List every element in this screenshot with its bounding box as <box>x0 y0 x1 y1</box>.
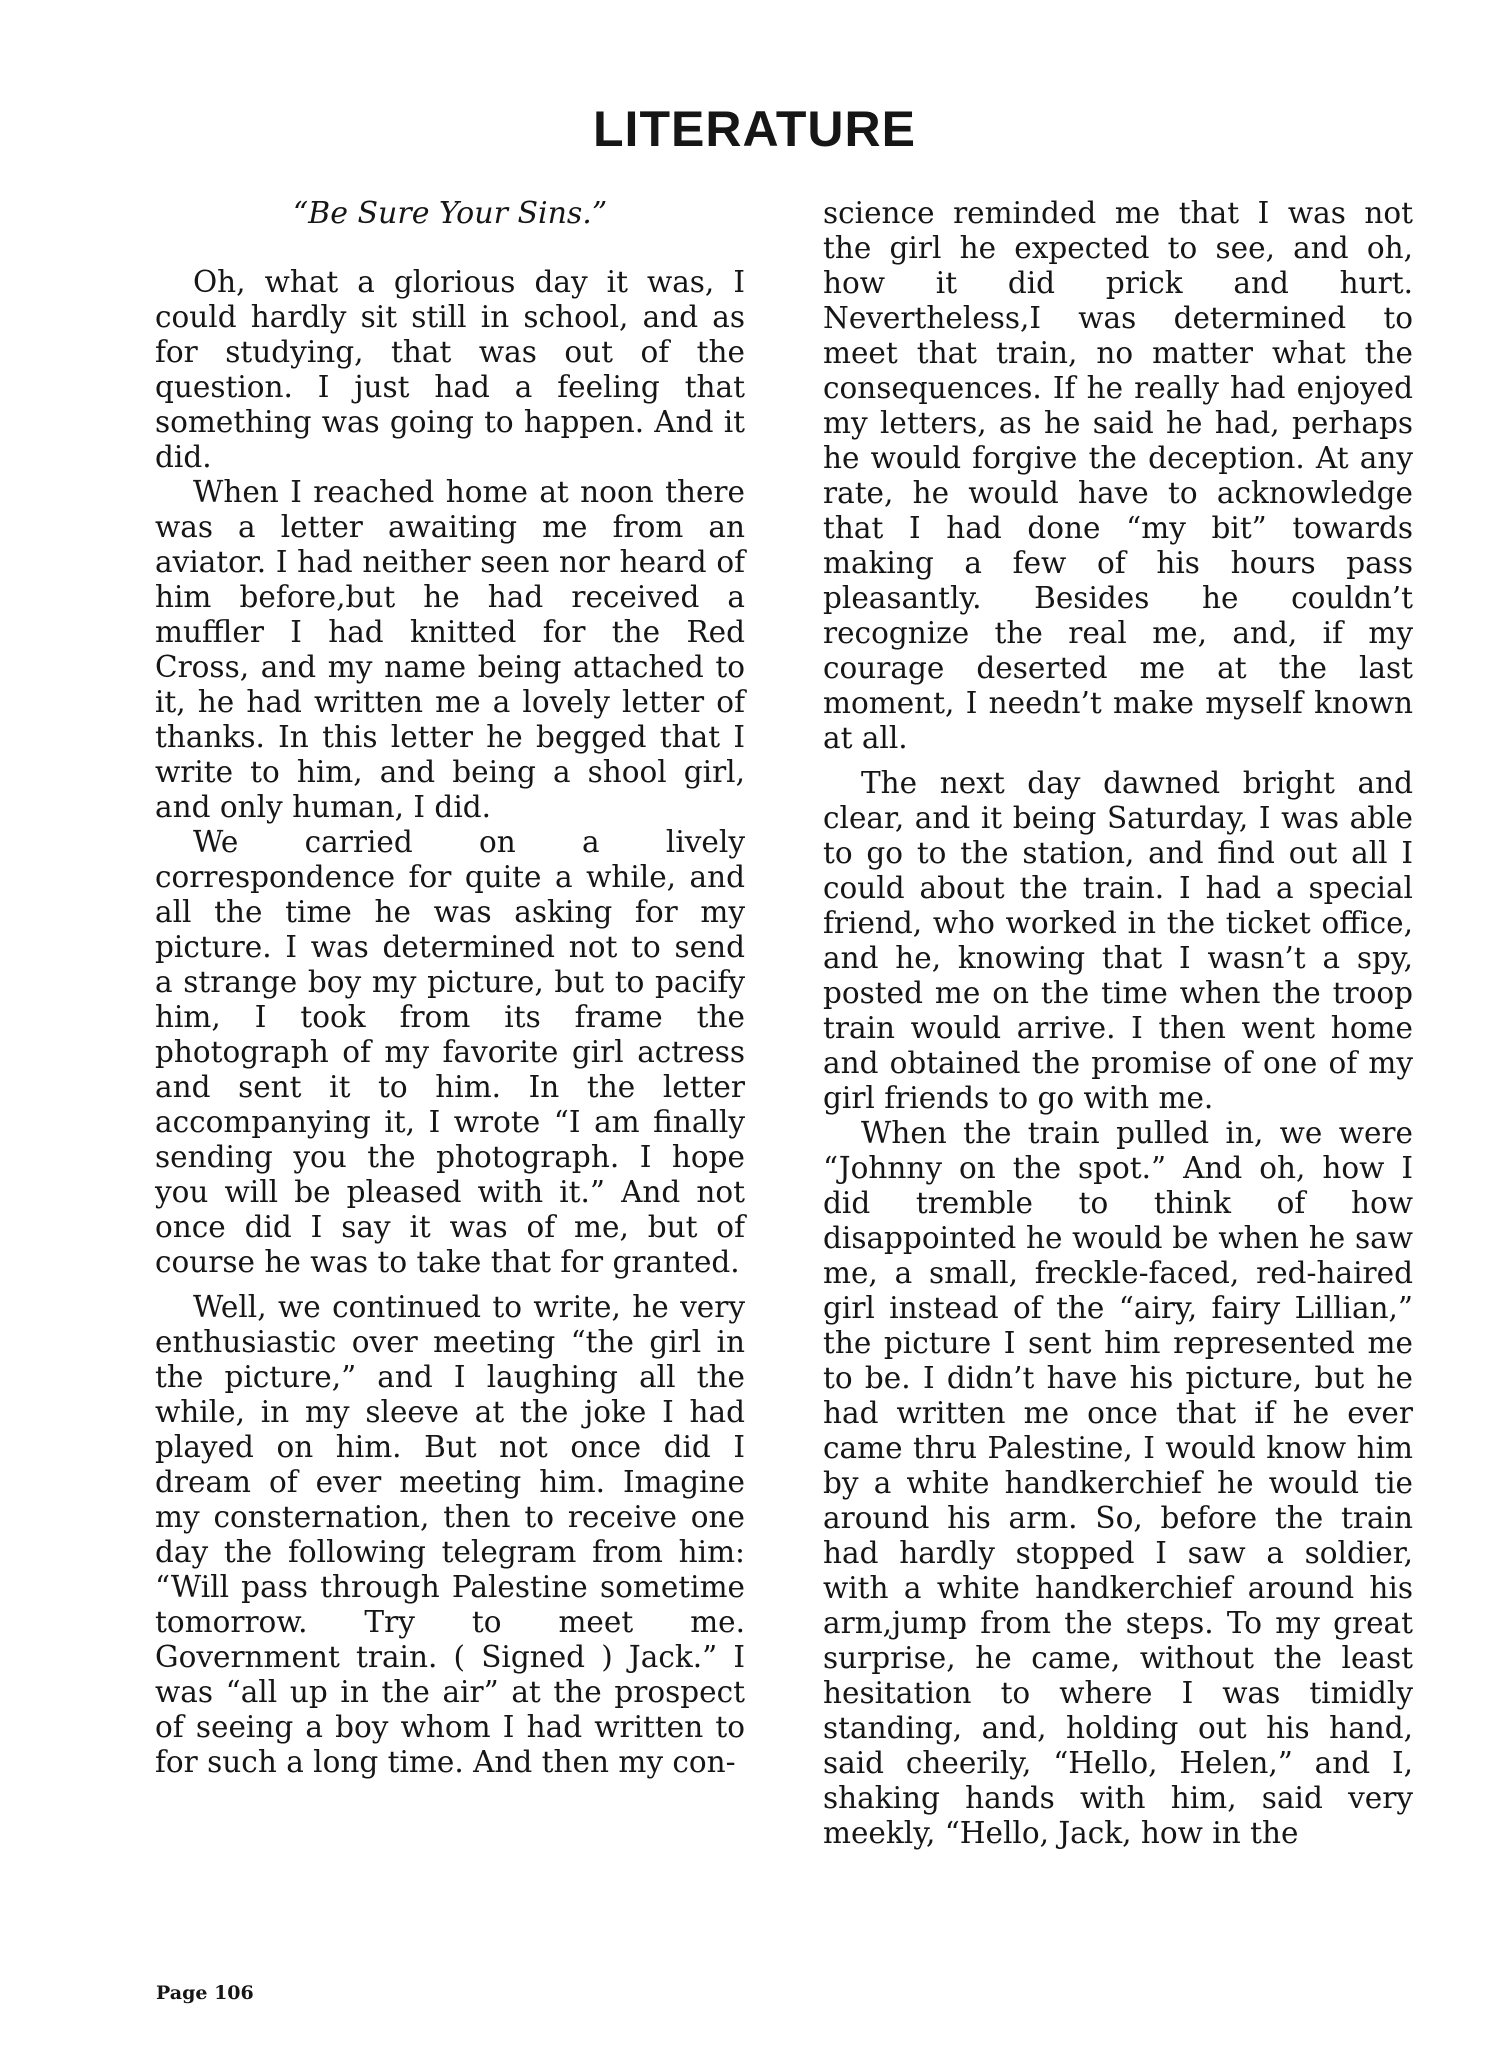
right-column <box>823 196 1413 1851</box>
left-column <box>155 196 745 1780</box>
paragraph: Well, we continued to write, he very enthusiastic over meeting “the girl in the picture,” and I laughing all the while, in my sleeve at the joke I had played on him. But not once did I dream of ever meeting him. Imagine my consternation, then to receive one day the following telegram from him: “Will pass through Palestine sometime tomorrow. Try to meet me. Government train. ( Signed ) Jack.” I was “all up in the air” at the prospect of seeing a boy whom I had written to for such a long time. And then my con- <box>155 1290 745 1779</box>
paragraph: The next day dawned bright and clear, and it being Saturday, I was able to go to the station, and find out all I could about the train. I had a special friend, who worked in the ticket office, and he, knowing that I wasn’t a spy, posted me on the time when the troop train would arrive. I then went home and obtained the promise of one of my girl friends to go with me. <box>823 766 1413 1115</box>
story-title: “Be Sure Your Sins.” <box>292 196 608 231</box>
page-heading: LITERATURE <box>593 101 916 157</box>
paragraph: Oh, what a glorious day it was, I could hardly sit still in school, and as for studying, that was out of the question. I just had a feeling that something was going to happen. And it did. <box>155 265 745 474</box>
page-number: Page 106 <box>156 1982 254 2004</box>
paragraph: When the train pulled in, we were “Johnny on the spot.” And oh, how I did tremble to think of how disappointed he would be when he saw me, a small, freckle-faced, red-haired girl instead of the “airy, fairy Lillian,” the picture I sent him represented me to be. I didn’t have his picture, but he had written me once that if he ever came thru Palestine, I would know him by a white handkerchief he would tie around his arm. So, before the train had hardly stopped I saw a soldier, with a white handkerchief around his arm,jump from the steps. To my great surprise, he came, without the least hesitation to where I was timidly standing, and, holding out his hand, said cheerily, “Hello, Helen,” and I, shaking hands with him, said very meekly, “Hello, Jack, how in the <box>823 1116 1413 1850</box>
paragraph: We carried on a lively correspondence for quite a while, and all the time he was asking for my picture. I was determined not to send a strange boy my picture, but to pacify him, I took from its frame the photograph of my favorite girl actress and sent it to him. In the letter accompanying it, I wrote “I am finally sending you the photograph. I hope you will be pleased with it.” And not once did I say it was of me, but of course he was to take that for granted. <box>155 825 745 1279</box>
paragraph: When I reached home at noon there was a letter awaiting me from an aviator. I had neither seen nor heard of him before,but he had received a muffler I had knitted for the Red Cross, and my name being attached to it, he had written me a lovely letter of thanks. In this letter he begged that I write to him, and being a shool girl, and only human, I did. <box>155 475 745 824</box>
paragraph: science reminded me that I was not the girl he expected to see, and oh, how it did prick and hurt. Nevertheless,I was determined to meet that train, no matter what the consequences. If he really had enjoyed my letters, as he said he had, perhaps he would forgive the deception. At any rate, he would have to acknowledge that I had done “my bit” towards making a few of his hours pass pleasantly. Besides he couldn’t recognize the real me, and, if my courage deserted me at the last moment, I needn’t make myself known at all. <box>823 196 1413 755</box>
